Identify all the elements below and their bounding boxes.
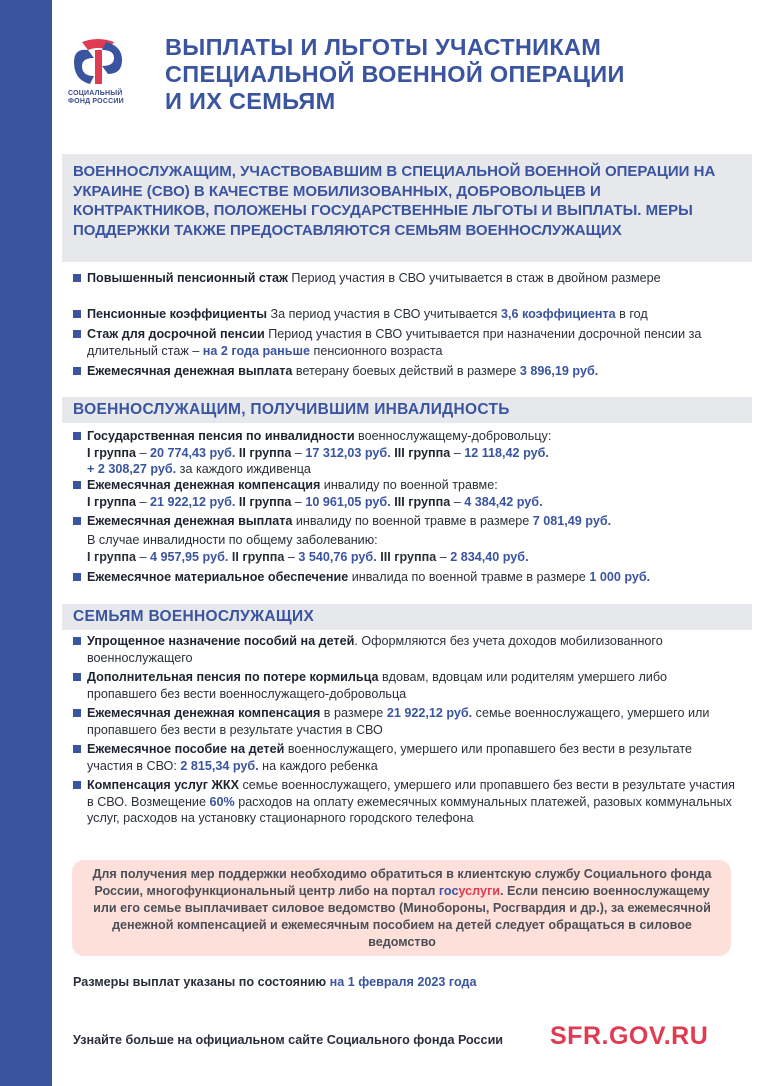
dash: – [291, 494, 306, 509]
bullet-icon [73, 432, 81, 440]
bullet-icon [73, 781, 81, 789]
item-text: военнослужащего, умершего или пропавшего без вести в результате участия в СВО: [87, 742, 693, 773]
sfr-logo [68, 36, 148, 106]
item-text: . Оформляются без учета доходов мобилизованного военнослужащего [87, 634, 663, 665]
gosuslugi-logo: услуги [458, 884, 500, 898]
item-text: расходов на оплату ежемесячных коммунальных платежей, разовых коммунальных услуг, расходов на установку стационарного городского телефона [87, 794, 732, 825]
group-label: I группа [87, 445, 136, 460]
list-item [73, 306, 738, 323]
highlight-value: 1 000 руб. [589, 570, 651, 584]
logo-line2: ФОНД РОССИИ [68, 98, 124, 105]
group-label: III группа [394, 445, 451, 460]
item-text: Период участия в СВО учитывается в стаж в двойном размере [287, 271, 661, 285]
footnote [73, 975, 477, 989]
item-heading: Пенсионные коэффициенты [87, 307, 267, 321]
logo-line1: СОЦИАЛЬНЫЙ [68, 90, 123, 97]
highlight-value: 2 815,34 руб. [180, 758, 259, 773]
highlight-value: 17 312,03 руб. [305, 445, 391, 460]
bullet-icon [73, 517, 81, 525]
title-line3: И ИХ СЕМЬЯМ [165, 88, 336, 114]
dash: – [450, 445, 465, 460]
dash: – [436, 549, 451, 564]
note-part: Для получения мер поддержки необходимо обратиться в клиентскую службу Социального фонда России, многофункциональный центр либо на портал [92, 867, 712, 898]
item-heading: Стаж для досрочной пенсии [87, 327, 265, 341]
section-title: ВОЕННОСЛУЖАЩИМ, ПОЛУЧИВШИМ ИНВАЛИДНОСТЬ [73, 401, 510, 418]
intro-text: ВОЕННОСЛУЖАЩИМ, УЧАСТВОВАВШИМ В СПЕЦИАЛЬНОЙ ВОЕННОЙ ОПЕРАЦИИ НА УКРАИНЕ (СВО) В КАЧЕСТВЕ МОБИЛИЗОВАННЫХ, ДОБРОВОЛЬЦЕВ И КОНТРАКТНИКОВ, ПОЛОЖЕНЫ ГОСУДАРСТВЕННЫЕ ЛЬГОТЫ И ВЫПЛАТЫ. МЕРЫ ПОДДЕРЖКИ ТАКЖЕ ПРЕДОСТАВЛЯЮТСЯ СЕМЬЯМ ВОЕННОСЛУЖАЩИХ [73, 163, 716, 239]
highlight-value: + 2 308,27 руб. [87, 462, 177, 476]
list-item [73, 669, 738, 702]
bullet-icon [73, 367, 81, 375]
title-line1: ВЫПЛАТЫ И ЛЬГОТЫ УЧАСТНИКАМ [165, 34, 602, 60]
item-text: инвалида по военной травме в размере [348, 570, 590, 584]
item-text: инвалиду по военной травме: [320, 478, 498, 492]
item-heading: Ежемесячное материальное обеспечение [87, 570, 349, 584]
dash: – [136, 494, 151, 509]
highlight-value: 12 118,42 руб. [464, 445, 549, 460]
item-text: в год [615, 307, 648, 321]
dash: – [450, 494, 465, 509]
list-item [73, 513, 738, 530]
bullet-icon [73, 274, 81, 282]
highlight-value: на 2 года раньше [202, 343, 311, 358]
highlight-value: 21 922,12 руб. [150, 494, 236, 509]
left-stripe [0, 0, 52, 1086]
bullet-icon [73, 310, 81, 318]
item-text: пенсионного возраста [310, 343, 443, 358]
item-heading: Дополнительная пенсия по потере кормильца [87, 670, 379, 684]
highlight-value: 20 774,43 руб. [150, 445, 236, 460]
list-item [73, 569, 738, 586]
group-label: II группа [231, 549, 285, 564]
item-heading: Упрощенное назначение пособий на детей [87, 634, 355, 648]
highlight-value: 3,6 коэффициента [500, 307, 616, 321]
dash: – [136, 445, 151, 460]
list-item [73, 270, 738, 287]
highlight-value: 10 961,05 руб. [305, 494, 391, 509]
bullet-icon [73, 481, 81, 489]
site-link[interactable]: SFR.GOV.RU [550, 1022, 709, 1050]
item-heading: Ежемесячная денежная компенсация [87, 706, 321, 720]
bullet-icon [73, 745, 81, 753]
highlight-value: 4 957,95 руб. [150, 549, 229, 564]
section-title: СЕМЬЯМ ВОЕННОСЛУЖАЩИХ [73, 608, 315, 625]
item-text: инвалиду по военной травме в размере [292, 514, 533, 528]
group-label: II группа [238, 494, 292, 509]
group-label: II группа [238, 445, 292, 460]
highlight-value: 2 834,40 руб. [450, 549, 529, 564]
item-text: в размере [320, 706, 387, 720]
note-part: . Если пенсию военнослужащему или его семье выплачивает силовое ведомство (Минобороны, Росгвардия и др.), за ежемесячной денежной компенсацией и ежемесячным пособием на детей следует обращаться в силовое ведомство [93, 884, 711, 949]
group-label: III группа [380, 549, 437, 564]
group-label: I группа [87, 494, 136, 509]
list-item [73, 705, 738, 738]
item-heading: Повышенный пенсионный стаж [87, 271, 288, 285]
list-item [73, 363, 738, 380]
highlight-value: 21 922,12 руб. [386, 706, 473, 720]
item-text: За период участия в СВО учитывается [267, 307, 501, 321]
gosuslugi-logo: гос [438, 884, 459, 898]
item-text: В случае инвалидности по общему заболеванию: [87, 533, 378, 547]
note-text [82, 866, 722, 951]
group-label: III группа [394, 494, 451, 509]
item-text: семье военнослужащего, умершего или пропавшего без вести в результате участия в СВО [87, 706, 710, 737]
item-text: семье военнослужащего, умершего или пропавшего без вести в результате участия в СВО. Возмещение [87, 778, 735, 809]
list-item [73, 428, 738, 478]
list-item [73, 477, 738, 510]
highlight-value: 3 540,76 руб. [298, 549, 377, 564]
dash: – [291, 445, 306, 460]
list-item [73, 741, 738, 774]
item-heading: Ежемесячное пособие на детей [87, 742, 285, 756]
dash: – [136, 549, 151, 564]
item-heading: Ежемесячная денежная компенсация [87, 478, 321, 492]
highlight-value: 60% [209, 794, 235, 809]
item-heading: Ежемесячная денежная выплата [87, 514, 293, 528]
sfr-logo-icon [68, 36, 128, 86]
title-line2: СПЕЦИАЛЬНОЙ ВОЕННОЙ ОПЕРАЦИИ [165, 61, 625, 87]
bullet-icon [73, 637, 81, 645]
item-text: ветерану боевых действий в размере [292, 364, 520, 378]
item-text: за каждого иждивенца [176, 462, 311, 476]
bullet-icon [73, 330, 81, 338]
item-text: Период участия в СВО учитывается при назначении досрочной пенсии за длительный стаж – [87, 327, 702, 358]
footnote-date: на 1 февраля 2023 года [329, 975, 477, 989]
group-label: I группа [87, 549, 136, 564]
item-heading: Ежемесячная денежная выплата [87, 364, 293, 378]
highlight-value: 3 896,19 руб. [519, 364, 599, 378]
item-text: на каждого ребенка [258, 758, 378, 773]
highlight-value: 4 384,42 руб. [464, 494, 543, 509]
page-title [165, 34, 725, 115]
item-heading: Государственная пенсия по инвалидности [87, 429, 355, 443]
sub-paragraph [87, 532, 738, 565]
item-text: военнослужащему-добровольцу: [354, 429, 552, 443]
bullet-icon [73, 573, 81, 581]
item-heading: Компенсация услуг ЖКХ [87, 778, 239, 792]
item-text: вдовам, вдовцам или родителям умершего либо пропавшего без вести военнослужащего-добровольца [87, 670, 668, 701]
footnote-text: Размеры выплат указаны по состоянию [73, 975, 330, 989]
list-item [73, 777, 738, 827]
bullet-icon [73, 673, 81, 681]
footer-text: Узнайте больше на официальном сайте Социального фонда России [73, 1033, 504, 1047]
dash: – [284, 549, 299, 564]
bullet-icon [73, 709, 81, 717]
list-item [73, 326, 738, 359]
highlight-value: 7 081,49 руб. [532, 514, 612, 528]
list-item [73, 633, 738, 666]
